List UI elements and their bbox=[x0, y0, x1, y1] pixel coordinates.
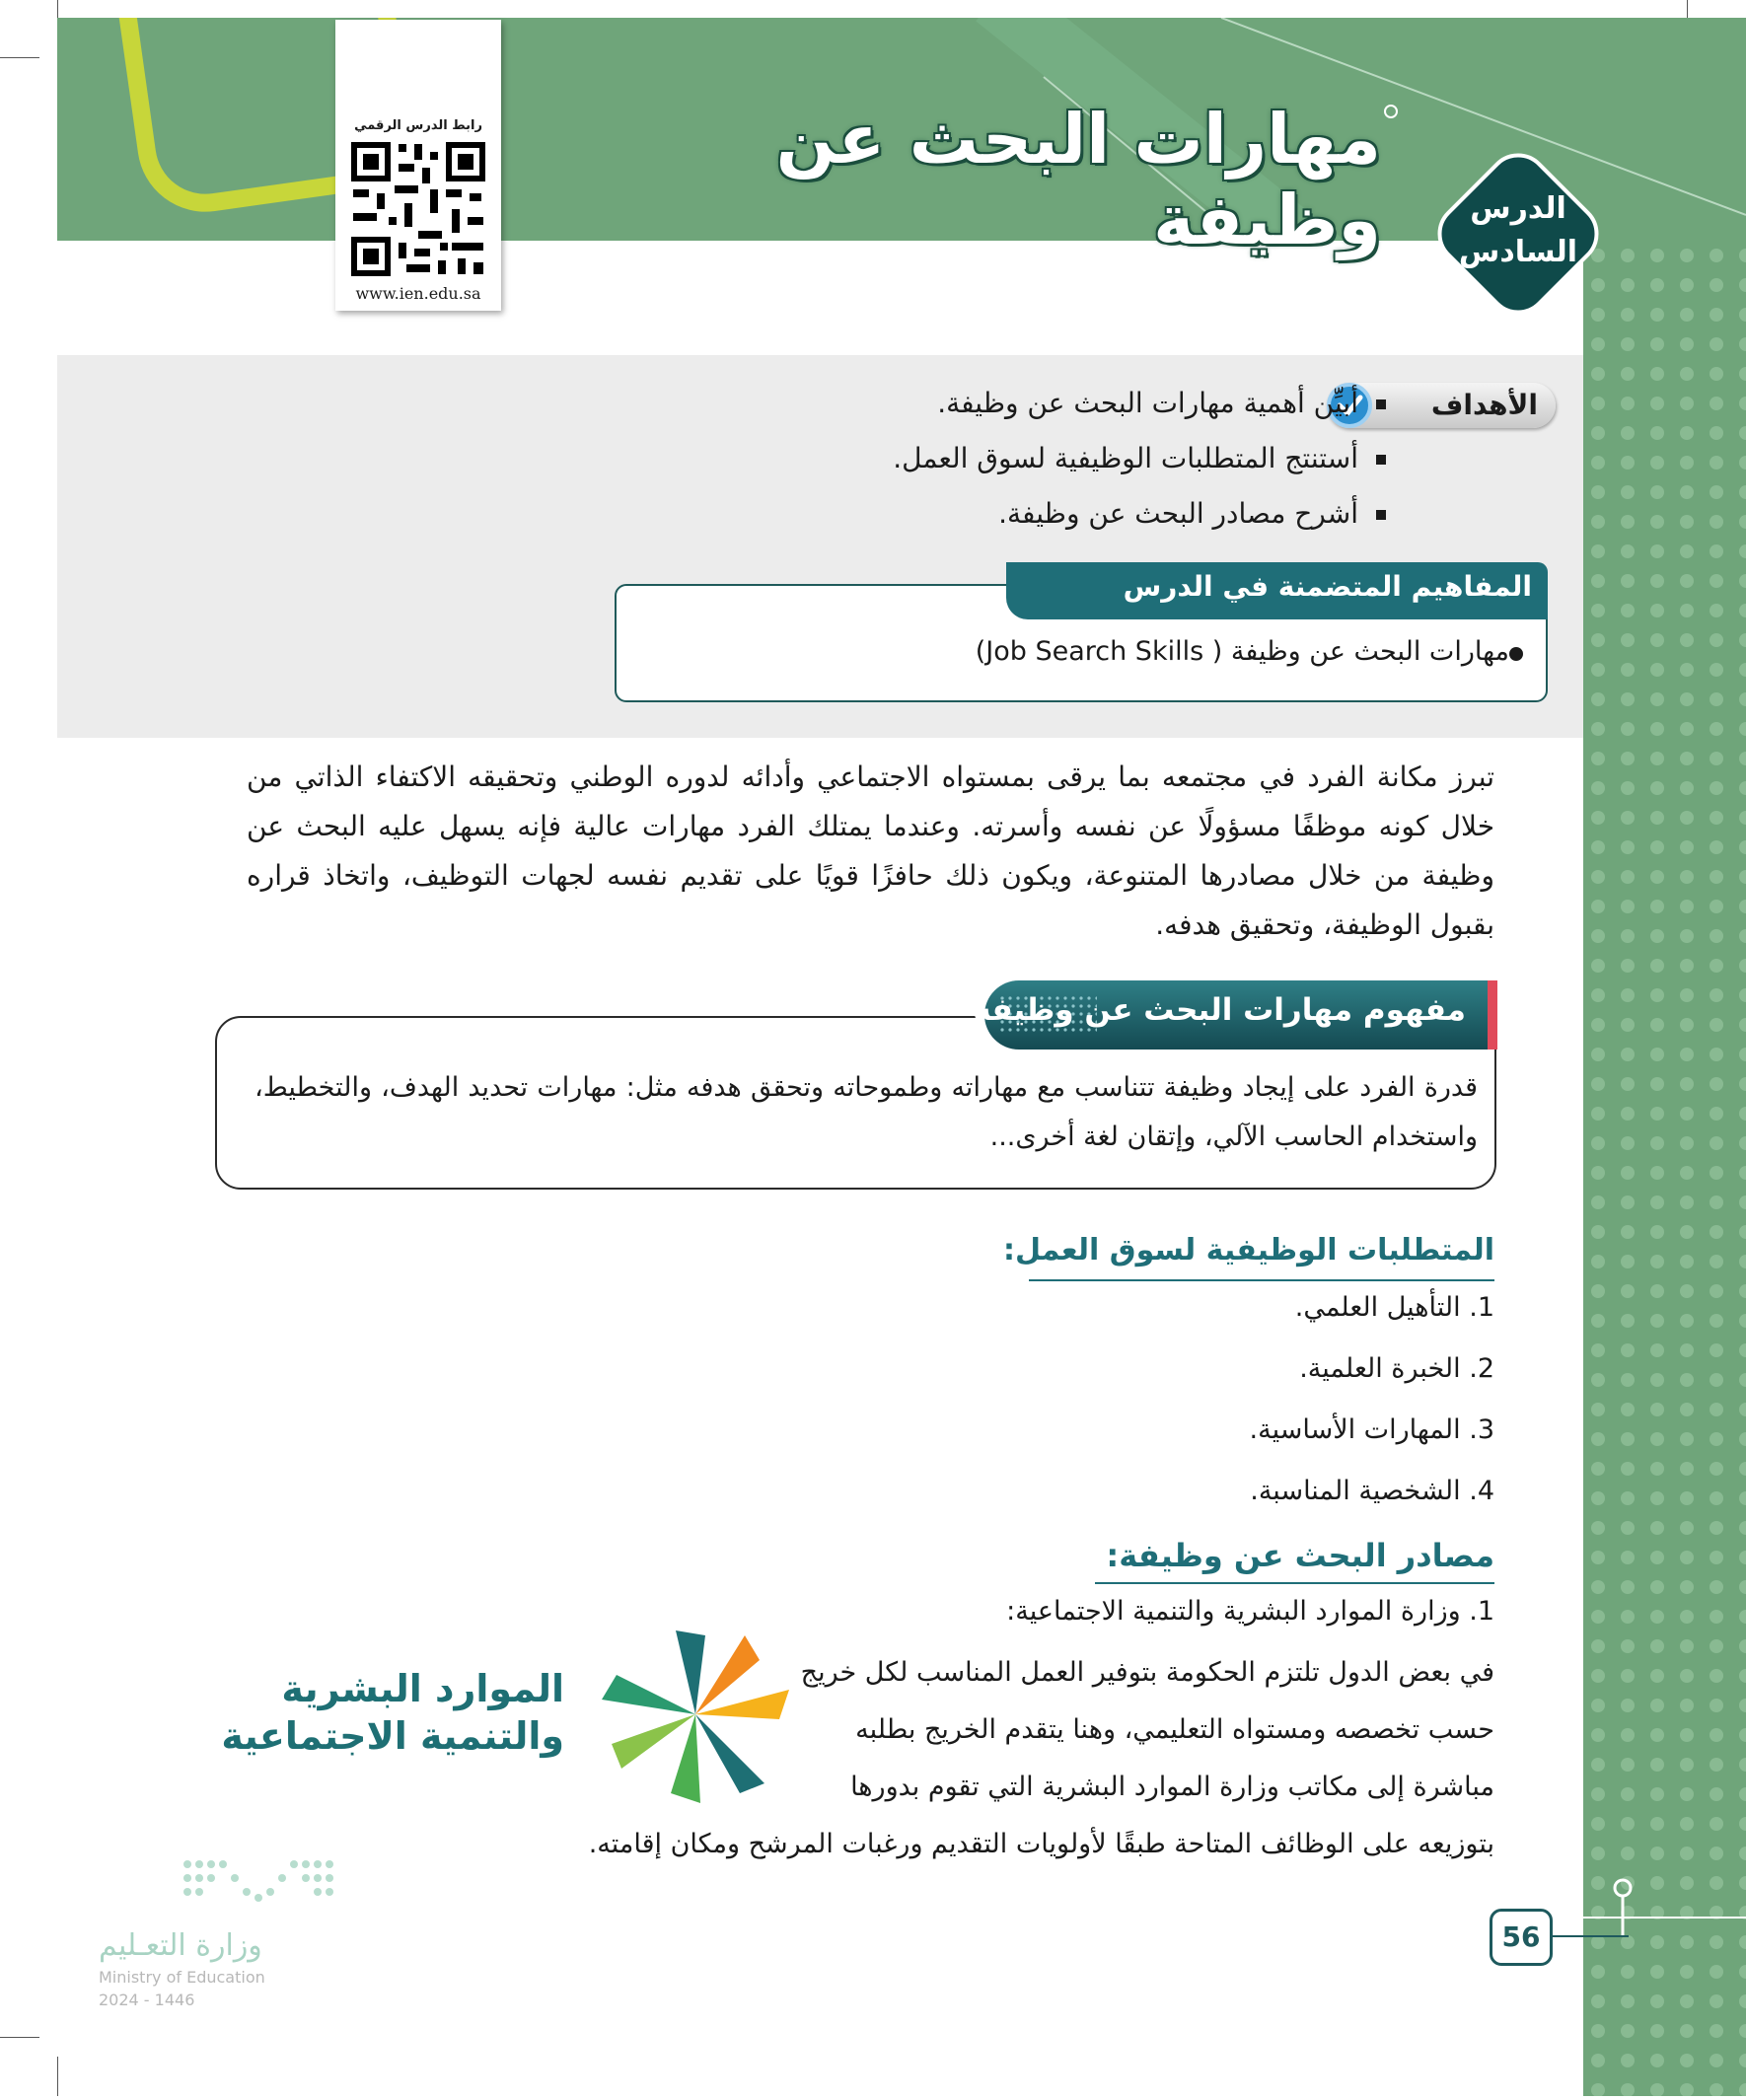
goals-label: الأهداف bbox=[1430, 389, 1538, 421]
ministry-name-ar: وزارة التعـليم bbox=[99, 1928, 262, 1963]
requirement-item: 1. التأهيل العلمي. bbox=[1294, 1292, 1494, 1323]
requirement-item: 2. الخبرة العلمية. bbox=[1299, 1353, 1494, 1384]
bullet-icon bbox=[1376, 399, 1386, 409]
qr-url[interactable]: www.ien.edu.sa bbox=[355, 284, 481, 303]
bullet-icon bbox=[1376, 510, 1386, 520]
hr-ministry-logo-icon bbox=[590, 1626, 802, 1803]
bullet-icon bbox=[1376, 455, 1386, 465]
concepts-header bbox=[1006, 562, 1548, 619]
concept-item: مهارات البحث عن وظيفة ( Job Search Skills) bbox=[975, 636, 1509, 667]
requirement-item: 3. المهارات الأساسية. bbox=[1249, 1414, 1494, 1445]
lesson-badge bbox=[1420, 136, 1616, 331]
ministry-name-en: Ministry of Education bbox=[99, 1968, 265, 1987]
goal-text: أبيِّن أهمية مهارات البحث عن وظيفة. bbox=[937, 387, 1358, 419]
source-title: 1. وزارة الموارد البشرية والتنمية الاجتماعية: bbox=[1006, 1596, 1494, 1627]
lesson-title: مهارات البحث عن وظيفة bbox=[775, 99, 1381, 260]
source-line: حسب تخصصه ومستواه التعليمي، وهنا يتقدم الخريج بطلبه bbox=[855, 1714, 1494, 1745]
definition-text: قدرة الفرد على إيجاد وظيفة تتناسب مع مهاراته وطموحاته وتحقق هدفه مثل: مهارات تحديد الهدف، والتخطيط، واستخدام الحاسب الآلي، وإتقان لغة أخرى... bbox=[255, 1072, 1478, 1152]
requirements-heading: المتطلبات الوظيفية لسوق العمل: bbox=[1002, 1233, 1494, 1267]
definition-header bbox=[973, 980, 1488, 1050]
qr-code-icon[interactable] bbox=[349, 140, 487, 278]
goal-text: أشرح مصادر البحث عن وظيفة. bbox=[998, 497, 1358, 530]
bullet-icon bbox=[1509, 647, 1523, 661]
qr-card[interactable] bbox=[335, 20, 501, 311]
sources-heading: مصادر البحث عن وظيفة: bbox=[1106, 1537, 1494, 1574]
concepts-title: المفاهيم المتضمنة في الدرس bbox=[1123, 570, 1532, 603]
goal-item bbox=[998, 497, 1386, 530]
source-line: في بعض الدول تلتزم الحكومة بتوفير العمل المناسب لكل خريج bbox=[800, 1657, 1494, 1688]
heading-underline bbox=[1029, 1279, 1494, 1281]
page-connector bbox=[1550, 1935, 1629, 1937]
page-number: 56 bbox=[1501, 1920, 1541, 1953]
goal-item bbox=[893, 442, 1386, 474]
ministry-year: 2024 - 1446 bbox=[99, 1991, 195, 2009]
source-line: بتوزيعه على الوظائف المتاحة طبقًا لأولويات التقديم ورغبات المرشح ومكان إقامته. bbox=[588, 1829, 1494, 1859]
heading-underline bbox=[1095, 1582, 1494, 1584]
definition-title: مفهوم مهارات البحث عن وظيفة bbox=[973, 992, 1466, 1028]
hr-logo-text: والتنمية الاجتماعية bbox=[221, 1714, 564, 1758]
badge-line2: السادس bbox=[1458, 235, 1578, 269]
page-number-box bbox=[1490, 1909, 1553, 1966]
source-line: مباشرة إلى مكاتب وزارة الموارد البشرية التي تقوم بدورها bbox=[850, 1772, 1494, 1802]
side-dot-strip bbox=[1583, 241, 1746, 2096]
dot-pattern bbox=[1583, 241, 1746, 2096]
badge-line1: الدرس bbox=[1470, 191, 1566, 226]
hr-logo-text: الموارد البشرية bbox=[281, 1667, 564, 1710]
moe-logo-icon bbox=[178, 1854, 355, 1914]
goal-text: أستنتج المتطلبات الوظيفية لسوق العمل. bbox=[893, 442, 1358, 474]
definition-accent bbox=[1488, 980, 1497, 1050]
requirement-item: 4. الشخصية المناسبة. bbox=[1250, 1476, 1494, 1506]
goal-item bbox=[937, 387, 1386, 419]
badge-diamond bbox=[1420, 136, 1616, 331]
qr-label: رابط الدرس الرقمي bbox=[354, 118, 482, 133]
intro-paragraph: تبرز مكانة الفرد في مجتمعه بما يرقى بمستواه الاجتماعي وأدائه لدوره الوطني وتحقيقه الاكتفاء الذاتي من خلال كونه موظفًا مسؤولًا عن نفسه وأسرته. وعندما يمتلك الفرد مهارات عالية فإنه يسهل عليه البحث عن وظيفة من خلال مصادرها المتنوعة، ويكون ذلك حافزًا قويًا على تقديم نفسه لجهات التوظيف، واتخاذ قراره بقبول الوظيفة، وتحقيق هدفه. bbox=[247, 760, 1494, 941]
